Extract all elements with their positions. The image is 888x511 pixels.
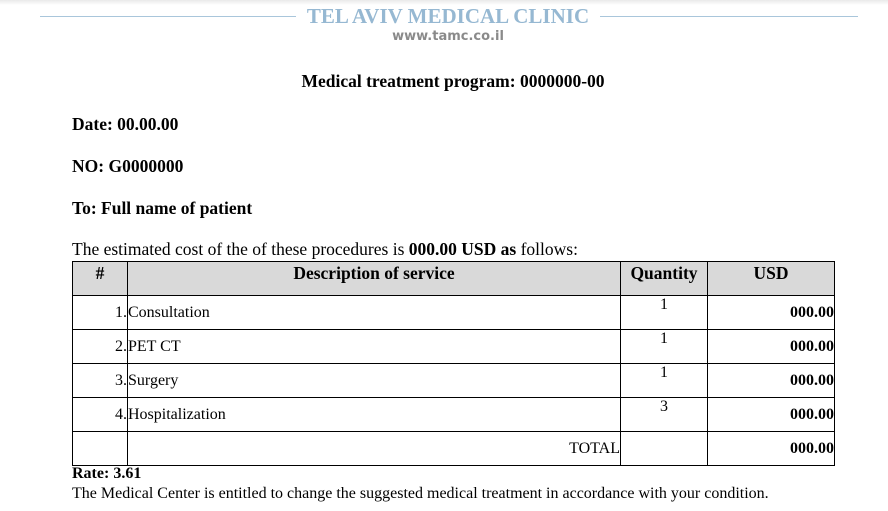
table-row: [73, 296, 835, 330]
disclaimer-note: The Medical Center is entitled to change the suggested medical treatment in accordance with your condition.: [72, 485, 769, 502]
header-quantity: Quantity: [621, 262, 708, 296]
header-rule-left: [40, 16, 296, 17]
row-description: Hospitalization: [128, 398, 621, 432]
row-description: Surgery: [128, 364, 621, 398]
table-row: [73, 398, 835, 432]
row-number: 1.: [73, 296, 128, 330]
cost-intro: [72, 239, 578, 260]
total-label: TOTAL: [128, 432, 621, 466]
row-quantity: 1: [621, 296, 708, 330]
total-quantity-cell: [621, 432, 708, 466]
row-usd: 000.00: [708, 398, 835, 432]
row-quantity: 3: [621, 398, 708, 432]
clinic-name: TEL AVIV MEDICAL CLINIC: [306, 4, 590, 28]
clinic-website: www.tamc.co.il: [392, 29, 504, 44]
cost-intro-suffix: follows:: [516, 239, 578, 259]
row-description: PET CT: [128, 330, 621, 364]
row-usd: 000.00: [708, 330, 835, 364]
total-row: [73, 432, 835, 466]
document-title: Medical treatment program: 0000000-00: [301, 71, 605, 91]
row-usd: 000.00: [708, 364, 835, 398]
table-row: [73, 330, 835, 364]
cost-intro-amount: 000.00 USD as: [408, 239, 517, 259]
total-usd: 000.00: [708, 432, 835, 466]
row-usd: 000.00: [708, 296, 835, 330]
header-usd: USD: [708, 262, 835, 296]
header-number: #: [73, 262, 128, 296]
date-field: Date: 00.00.00: [72, 114, 179, 134]
exchange-rate: Rate: 3.61: [72, 465, 142, 482]
header-rule-right: [600, 16, 858, 17]
cost-intro-prefix: The estimated cost of the of these procedures is: [72, 239, 409, 259]
header-description: Description of service: [128, 262, 621, 296]
recipient-field: To: Full name of patient: [72, 198, 253, 218]
number-field: NO: G0000000: [72, 156, 184, 176]
row-quantity: 1: [621, 330, 708, 364]
row-quantity: 1: [621, 364, 708, 398]
services-table: [72, 261, 835, 466]
total-empty-cell: [73, 432, 128, 466]
row-description: Consultation: [128, 296, 621, 330]
row-number: 2.: [73, 330, 128, 364]
row-number: 3.: [73, 364, 128, 398]
row-number: 4.: [73, 398, 128, 432]
table-header-row: [73, 262, 835, 296]
table-row: [73, 364, 835, 398]
